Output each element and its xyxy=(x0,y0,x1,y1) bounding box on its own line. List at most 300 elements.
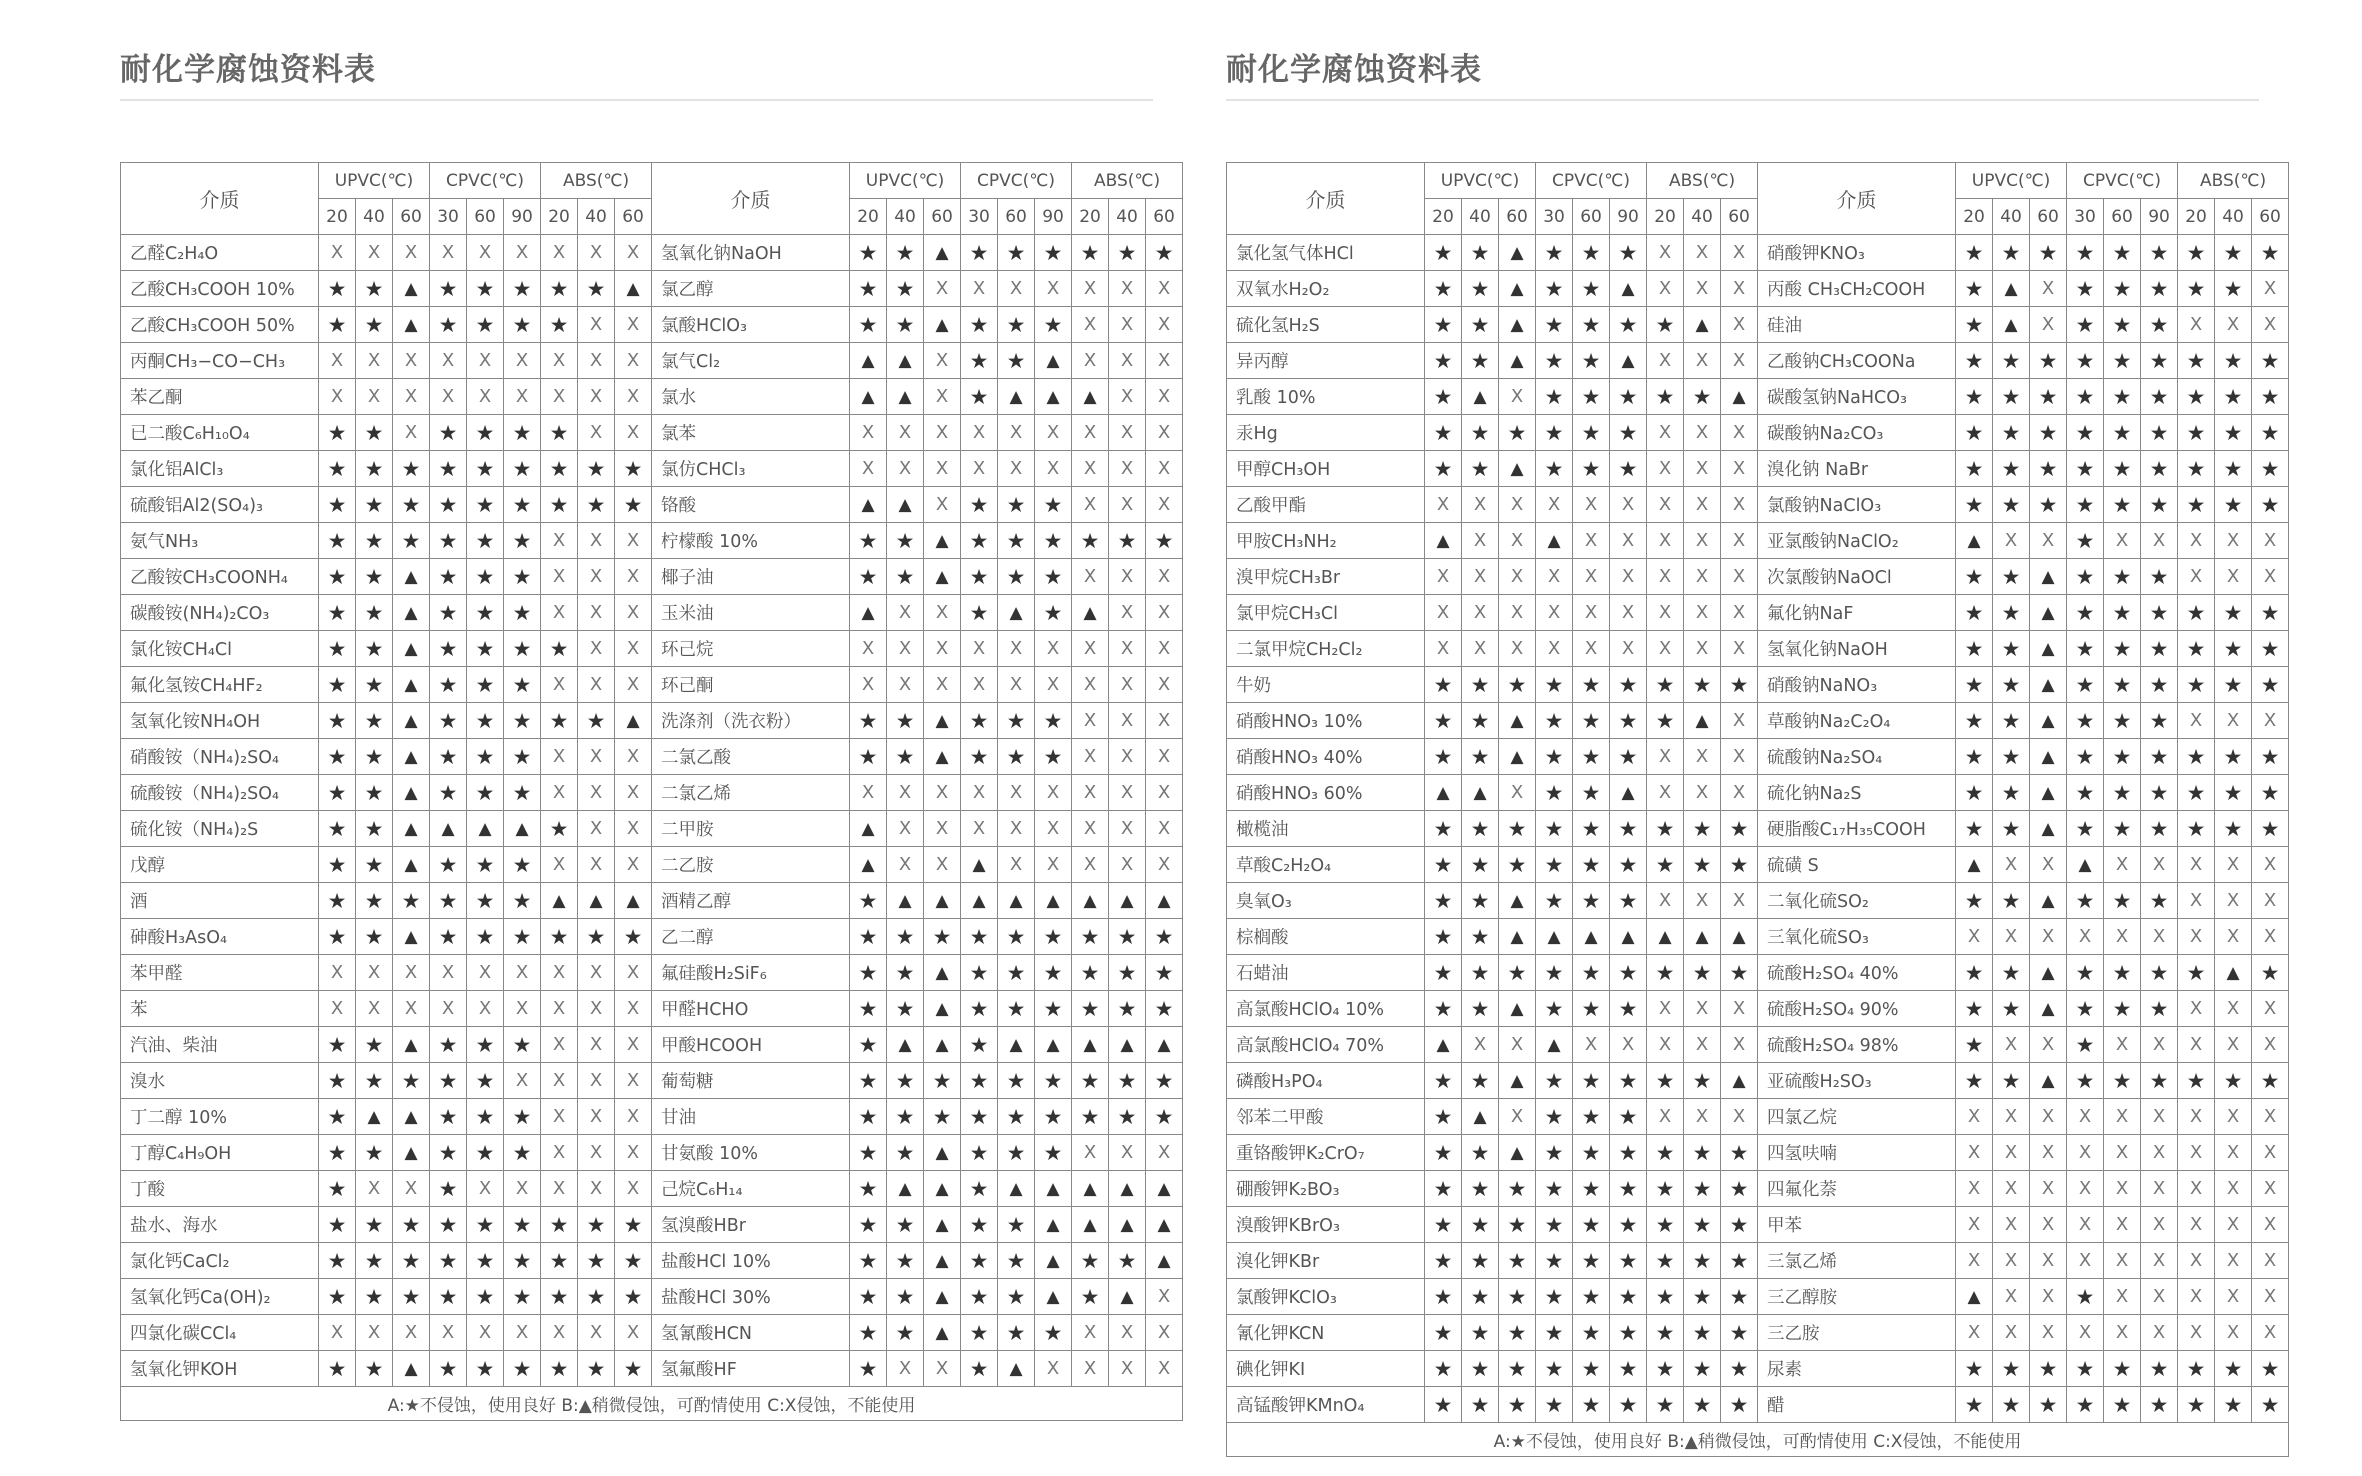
medium-name: 氢氰酸HCN xyxy=(652,1315,850,1351)
medium-name: 戊醇 xyxy=(121,847,319,883)
rating-not-resistant: X xyxy=(2215,703,2252,739)
rating-resistant: ★ xyxy=(2067,1279,2104,1315)
rating-not-resistant: X xyxy=(2141,523,2178,559)
rating-resistant: ★ xyxy=(356,811,393,847)
rating-not-resistant: X xyxy=(1109,631,1146,667)
rating-resistant: ★ xyxy=(467,775,504,811)
medium-name: 乙酸钠CH₃COONa xyxy=(1758,343,1956,379)
rating-not-resistant: X xyxy=(1072,487,1109,523)
rating-resistant: ★ xyxy=(1072,919,1109,955)
rating-not-resistant: X xyxy=(615,1027,652,1063)
rating-resistant: ★ xyxy=(467,487,504,523)
rating-resistant: ★ xyxy=(504,451,541,487)
rating-resistant: ★ xyxy=(430,1171,467,1207)
rating-not-resistant: X xyxy=(1072,631,1109,667)
rating-not-resistant: X xyxy=(1146,343,1183,379)
rating-resistant: ★ xyxy=(1573,1207,1610,1243)
rating-not-resistant: X xyxy=(1425,487,1462,523)
rating-resistant: ★ xyxy=(504,1351,541,1387)
rating-resistant: ★ xyxy=(1573,1351,1610,1387)
medium-name: 环己烷 xyxy=(652,631,850,667)
rating-not-resistant: X xyxy=(2178,1027,2215,1063)
rating-resistant: ★ xyxy=(1610,1207,1647,1243)
medium-name: 碘化钾KI xyxy=(1227,1351,1425,1387)
rating-not-resistant: X xyxy=(2141,1135,2178,1171)
rating-resistant: ★ xyxy=(1462,307,1499,343)
rating-resistant: ★ xyxy=(2252,415,2289,451)
rating-resistant: ★ xyxy=(356,271,393,307)
rating-resistant: ★ xyxy=(1993,343,2030,379)
medium-name: 环己酮 xyxy=(652,667,850,703)
rating-not-resistant: X xyxy=(541,991,578,1027)
rating-slight: ▲ xyxy=(1035,343,1072,379)
rating-not-resistant: X xyxy=(2067,1315,2104,1351)
rating-resistant: ★ xyxy=(961,307,998,343)
rating-not-resistant: X xyxy=(2141,1027,2178,1063)
rating-resistant: ★ xyxy=(1647,1351,1684,1387)
rating-resistant: ★ xyxy=(430,847,467,883)
rating-not-resistant: X xyxy=(578,631,615,667)
rating-resistant: ★ xyxy=(1647,811,1684,847)
rating-not-resistant: X xyxy=(998,271,1035,307)
rating-resistant: ★ xyxy=(1536,775,1573,811)
medium-name: 氢氧化钾KOH xyxy=(121,1351,319,1387)
rating-not-resistant: X xyxy=(1499,595,1536,631)
rating-resistant: ★ xyxy=(541,811,578,847)
rating-resistant: ★ xyxy=(1536,991,1573,1027)
rating-resistant: ★ xyxy=(319,307,356,343)
header-temperature: 30 xyxy=(961,199,998,235)
rating-not-resistant: X xyxy=(924,775,961,811)
rating-not-resistant: X xyxy=(1956,1171,1993,1207)
rating-not-resistant: X xyxy=(504,343,541,379)
rating-slight: ▲ xyxy=(1146,1171,1183,1207)
medium-name: 甲醛HCHO xyxy=(652,991,850,1027)
rating-resistant: ★ xyxy=(1425,271,1462,307)
rating-slight: ▲ xyxy=(541,883,578,919)
table-row xyxy=(121,811,1183,847)
medium-name: 丙酮CH₃−CO−CH₃ xyxy=(121,343,319,379)
rating-not-resistant: X xyxy=(615,1063,652,1099)
rating-resistant: ★ xyxy=(998,739,1035,775)
rating-resistant: ★ xyxy=(467,271,504,307)
medium-name: 椰子油 xyxy=(652,559,850,595)
rating-resistant: ★ xyxy=(467,451,504,487)
header-group: ABS(℃) xyxy=(1072,163,1183,199)
rating-not-resistant: X xyxy=(2104,919,2141,955)
rating-resistant: ★ xyxy=(2178,343,2215,379)
rating-resistant: ★ xyxy=(1993,703,2030,739)
rating-not-resistant: X xyxy=(1647,487,1684,523)
rating-resistant: ★ xyxy=(1499,847,1536,883)
rating-resistant: ★ xyxy=(1573,1387,1610,1423)
rating-resistant: ★ xyxy=(1462,1351,1499,1387)
rating-slight: ▲ xyxy=(998,883,1035,919)
rating-resistant: ★ xyxy=(1721,847,1758,883)
rating-resistant: ★ xyxy=(1462,1387,1499,1423)
rating-resistant: ★ xyxy=(541,1207,578,1243)
rating-slight: ▲ xyxy=(467,811,504,847)
table-row xyxy=(1227,739,2289,775)
rating-slight: ▲ xyxy=(393,775,430,811)
rating-resistant: ★ xyxy=(1109,955,1146,991)
medium-name: 氰化钾KCN xyxy=(1227,1315,1425,1351)
rating-resistant: ★ xyxy=(1721,955,1758,991)
rating-not-resistant: X xyxy=(1684,775,1721,811)
rating-resistant: ★ xyxy=(1721,1387,1758,1423)
rating-resistant: ★ xyxy=(2104,271,2141,307)
rating-resistant: ★ xyxy=(1462,1279,1499,1315)
rating-not-resistant: X xyxy=(1573,1027,1610,1063)
rating-resistant: ★ xyxy=(319,667,356,703)
rating-resistant: ★ xyxy=(2252,1063,2289,1099)
rating-resistant: ★ xyxy=(2178,379,2215,415)
rating-not-resistant: X xyxy=(2141,1279,2178,1315)
medium-name: 双氧水H₂O₂ xyxy=(1227,271,1425,307)
rating-resistant: ★ xyxy=(2141,451,2178,487)
rating-not-resistant: X xyxy=(541,595,578,631)
rating-slight: ▲ xyxy=(887,1171,924,1207)
rating-resistant: ★ xyxy=(1721,1351,1758,1387)
rating-not-resistant: X xyxy=(1610,1027,1647,1063)
rating-not-resistant: X xyxy=(2030,307,2067,343)
rating-resistant: ★ xyxy=(504,739,541,775)
rating-resistant: ★ xyxy=(541,1243,578,1279)
header-temperature: 60 xyxy=(1499,199,1536,235)
rating-resistant: ★ xyxy=(1425,847,1462,883)
rating-resistant: ★ xyxy=(1684,1135,1721,1171)
medium-name: 汞Hg xyxy=(1227,415,1425,451)
table-row xyxy=(121,451,1183,487)
rating-resistant: ★ xyxy=(1499,1207,1536,1243)
rating-not-resistant: X xyxy=(1146,559,1183,595)
rating-resistant: ★ xyxy=(998,1207,1035,1243)
rating-not-resistant: X xyxy=(1462,487,1499,523)
header-temperature: 40 xyxy=(2215,199,2252,235)
rating-resistant: ★ xyxy=(2215,415,2252,451)
rating-resistant: ★ xyxy=(1956,487,1993,523)
rating-not-resistant: X xyxy=(2215,1099,2252,1135)
rating-not-resistant: X xyxy=(961,667,998,703)
rating-slight: ▲ xyxy=(924,883,961,919)
rating-resistant: ★ xyxy=(1993,595,2030,631)
rating-resistant: ★ xyxy=(319,487,356,523)
medium-name: 牛奶 xyxy=(1227,667,1425,703)
title-divider xyxy=(1226,99,2259,101)
rating-resistant: ★ xyxy=(2067,271,2104,307)
rating-not-resistant: X xyxy=(887,775,924,811)
rating-not-resistant: X xyxy=(924,487,961,523)
header-temperature: 40 xyxy=(356,199,393,235)
rating-not-resistant: X xyxy=(1499,523,1536,559)
rating-resistant: ★ xyxy=(1536,1387,1573,1423)
rating-resistant: ★ xyxy=(467,1099,504,1135)
rating-resistant: ★ xyxy=(961,559,998,595)
rating-slight: ▲ xyxy=(578,883,615,919)
rating-not-resistant: X xyxy=(1109,271,1146,307)
rating-resistant: ★ xyxy=(887,1279,924,1315)
rating-resistant: ★ xyxy=(1647,1063,1684,1099)
rating-resistant: ★ xyxy=(504,523,541,559)
rating-resistant: ★ xyxy=(2252,667,2289,703)
rating-resistant: ★ xyxy=(2104,1351,2141,1387)
rating-not-resistant: X xyxy=(2252,271,2289,307)
rating-resistant: ★ xyxy=(961,379,998,415)
rating-slight: ▲ xyxy=(850,487,887,523)
rating-not-resistant: X xyxy=(1035,451,1072,487)
rating-resistant: ★ xyxy=(319,1243,356,1279)
rating-resistant: ★ xyxy=(850,919,887,955)
rating-slight: ▲ xyxy=(1647,919,1684,955)
rating-resistant: ★ xyxy=(1573,775,1610,811)
rating-not-resistant: X xyxy=(430,955,467,991)
rating-not-resistant: X xyxy=(393,955,430,991)
rating-not-resistant: X xyxy=(1993,1135,2030,1171)
rating-not-resistant: X xyxy=(1573,595,1610,631)
rating-resistant: ★ xyxy=(1993,811,2030,847)
rating-not-resistant: X xyxy=(578,775,615,811)
rating-resistant: ★ xyxy=(850,1315,887,1351)
table-row xyxy=(121,1099,1183,1135)
rating-resistant: ★ xyxy=(2141,1063,2178,1099)
rating-resistant: ★ xyxy=(998,1135,1035,1171)
rating-not-resistant: X xyxy=(1610,559,1647,595)
rating-slight: ▲ xyxy=(887,883,924,919)
header-temperature: 30 xyxy=(2067,199,2104,235)
rating-resistant: ★ xyxy=(615,919,652,955)
rating-not-resistant: X xyxy=(1721,487,1758,523)
rating-slight: ▲ xyxy=(924,307,961,343)
header-temperature: 90 xyxy=(1035,199,1072,235)
rating-not-resistant: X xyxy=(2104,1315,2141,1351)
rating-resistant: ★ xyxy=(356,739,393,775)
rating-resistant: ★ xyxy=(998,523,1035,559)
rating-resistant: ★ xyxy=(504,1135,541,1171)
rating-slight: ▲ xyxy=(1425,775,1462,811)
table-row xyxy=(121,847,1183,883)
medium-name: 硼酸钾K₂BO₃ xyxy=(1227,1171,1425,1207)
rating-not-resistant: X xyxy=(578,955,615,991)
table-row xyxy=(121,775,1183,811)
rating-slight: ▲ xyxy=(2030,883,2067,919)
rating-not-resistant: X xyxy=(356,1171,393,1207)
rating-not-resistant: X xyxy=(2178,883,2215,919)
rating-resistant: ★ xyxy=(1035,559,1072,595)
rating-not-resistant: X xyxy=(1647,343,1684,379)
rating-not-resistant: X xyxy=(356,379,393,415)
rating-not-resistant: X xyxy=(1072,811,1109,847)
medium-name: 硫酸H₂SO₄ 98% xyxy=(1758,1027,1956,1063)
rating-resistant: ★ xyxy=(1109,235,1146,271)
rating-not-resistant: X xyxy=(578,235,615,271)
rating-resistant: ★ xyxy=(467,1063,504,1099)
rating-resistant: ★ xyxy=(1425,991,1462,1027)
rating-resistant: ★ xyxy=(319,739,356,775)
rating-not-resistant: X xyxy=(924,595,961,631)
rating-resistant: ★ xyxy=(2141,883,2178,919)
rating-resistant: ★ xyxy=(1109,523,1146,559)
rating-not-resistant: X xyxy=(2252,1279,2289,1315)
rating-slight: ▲ xyxy=(1035,1171,1072,1207)
rating-resistant: ★ xyxy=(1109,991,1146,1027)
rating-resistant: ★ xyxy=(1425,1279,1462,1315)
rating-resistant: ★ xyxy=(1462,739,1499,775)
rating-not-resistant: X xyxy=(541,343,578,379)
table-row xyxy=(1227,631,2289,667)
rating-resistant: ★ xyxy=(1146,1099,1183,1135)
rating-not-resistant: X xyxy=(1035,847,1072,883)
rating-not-resistant: X xyxy=(1647,1099,1684,1135)
rating-not-resistant: X xyxy=(1684,559,1721,595)
rating-resistant: ★ xyxy=(1536,235,1573,271)
rating-not-resistant: X xyxy=(2178,1279,2215,1315)
rating-resistant: ★ xyxy=(430,1243,467,1279)
rating-resistant: ★ xyxy=(467,1279,504,1315)
rating-resistant: ★ xyxy=(1647,667,1684,703)
rating-slight: ▲ xyxy=(850,343,887,379)
rating-resistant: ★ xyxy=(1684,955,1721,991)
rating-resistant: ★ xyxy=(1956,703,1993,739)
rating-resistant: ★ xyxy=(504,1279,541,1315)
rating-slight: ▲ xyxy=(1146,1207,1183,1243)
medium-name: 硝酸HNO₃ 10% xyxy=(1227,703,1425,739)
rating-resistant: ★ xyxy=(2178,739,2215,775)
rating-slight: ▲ xyxy=(1146,883,1183,919)
rating-not-resistant: X xyxy=(1072,271,1109,307)
table-row xyxy=(121,1063,1183,1099)
rating-not-resistant: X xyxy=(924,847,961,883)
table-row xyxy=(121,1135,1183,1171)
rating-resistant: ★ xyxy=(467,559,504,595)
medium-name: 苯 xyxy=(121,991,319,1027)
rating-not-resistant: X xyxy=(2104,1135,2141,1171)
rating-resistant: ★ xyxy=(467,595,504,631)
rating-slight: ▲ xyxy=(924,955,961,991)
rating-resistant: ★ xyxy=(393,1243,430,1279)
rating-not-resistant: X xyxy=(2141,1099,2178,1135)
rating-not-resistant: X xyxy=(1109,739,1146,775)
rating-resistant: ★ xyxy=(961,595,998,631)
medium-name: 氯乙醇 xyxy=(652,271,850,307)
rating-not-resistant: X xyxy=(1721,271,1758,307)
rating-resistant: ★ xyxy=(1146,991,1183,1027)
rating-slight: ▲ xyxy=(393,631,430,667)
rating-not-resistant: X xyxy=(1462,595,1499,631)
rating-resistant: ★ xyxy=(1610,991,1647,1027)
medium-name: 硫化钠Na₂S xyxy=(1758,775,1956,811)
rating-slight: ▲ xyxy=(1536,919,1573,955)
medium-name: 已二酸C₆H₁₀O₄ xyxy=(121,415,319,451)
rating-resistant: ★ xyxy=(1956,595,1993,631)
rating-not-resistant: X xyxy=(1647,775,1684,811)
medium-name: 四氢呋喃 xyxy=(1758,1135,1956,1171)
rating-resistant: ★ xyxy=(1956,379,1993,415)
rating-not-resistant: X xyxy=(2215,847,2252,883)
rating-not-resistant: X xyxy=(541,1027,578,1063)
rating-resistant: ★ xyxy=(319,631,356,667)
rating-resistant: ★ xyxy=(2178,595,2215,631)
medium-name: 溴化钾KBr xyxy=(1227,1243,1425,1279)
medium-name: 硅油 xyxy=(1758,307,1956,343)
rating-resistant: ★ xyxy=(1721,1315,1758,1351)
rating-slight: ▲ xyxy=(924,1243,961,1279)
medium-name: 臭氧O₃ xyxy=(1227,883,1425,919)
table-row xyxy=(1227,451,2289,487)
rating-resistant: ★ xyxy=(578,487,615,523)
rating-resistant: ★ xyxy=(2252,451,2289,487)
rating-resistant: ★ xyxy=(2030,235,2067,271)
table-row xyxy=(121,559,1183,595)
rating-not-resistant: X xyxy=(1993,1027,2030,1063)
rating-resistant: ★ xyxy=(1462,451,1499,487)
rating-resistant: ★ xyxy=(1035,523,1072,559)
rating-resistant: ★ xyxy=(467,919,504,955)
rating-slight: ▲ xyxy=(1499,307,1536,343)
rating-resistant: ★ xyxy=(356,1351,393,1387)
rating-resistant: ★ xyxy=(1647,1207,1684,1243)
medium-name: 橄榄油 xyxy=(1227,811,1425,847)
rating-not-resistant: X xyxy=(356,1315,393,1351)
rating-resistant: ★ xyxy=(1536,1279,1573,1315)
medium-name: 汽油、柴油 xyxy=(121,1027,319,1063)
medium-name: 氢氟酸HF xyxy=(652,1351,850,1387)
rating-not-resistant: X xyxy=(1072,415,1109,451)
rating-slight: ▲ xyxy=(1499,739,1536,775)
rating-not-resistant: X xyxy=(1146,847,1183,883)
rating-not-resistant: X xyxy=(2178,1207,2215,1243)
rating-not-resistant: X xyxy=(1146,307,1183,343)
table-row xyxy=(121,235,1183,271)
rating-resistant: ★ xyxy=(319,1027,356,1063)
table-row xyxy=(1227,487,2289,523)
rating-slight: ▲ xyxy=(924,523,961,559)
rating-not-resistant: X xyxy=(887,667,924,703)
rating-slight: ▲ xyxy=(1956,847,1993,883)
rating-resistant: ★ xyxy=(2141,1351,2178,1387)
rating-resistant: ★ xyxy=(1146,235,1183,271)
rating-not-resistant: X xyxy=(1684,235,1721,271)
rating-slight: ▲ xyxy=(1610,775,1647,811)
rating-not-resistant: X xyxy=(1072,775,1109,811)
rating-slight: ▲ xyxy=(1721,919,1758,955)
rating-resistant: ★ xyxy=(2067,631,2104,667)
chemical-resistance-table xyxy=(1226,162,2289,1457)
rating-not-resistant: X xyxy=(2104,1099,2141,1135)
rating-slight: ▲ xyxy=(1072,379,1109,415)
rating-resistant: ★ xyxy=(578,703,615,739)
rating-resistant: ★ xyxy=(578,451,615,487)
rating-resistant: ★ xyxy=(1072,235,1109,271)
rating-slight: ▲ xyxy=(1684,307,1721,343)
rating-not-resistant: X xyxy=(1109,847,1146,883)
rating-slight: ▲ xyxy=(1499,991,1536,1027)
rating-not-resistant: X xyxy=(615,523,652,559)
rating-resistant: ★ xyxy=(319,703,356,739)
rating-resistant: ★ xyxy=(430,559,467,595)
rating-not-resistant: X xyxy=(2252,559,2289,595)
rating-resistant: ★ xyxy=(961,1243,998,1279)
rating-resistant: ★ xyxy=(850,1243,887,1279)
table-row xyxy=(121,1351,1183,1387)
rating-slight: ▲ xyxy=(2030,739,2067,775)
rating-resistant: ★ xyxy=(1146,955,1183,991)
header-medium: 介质 xyxy=(1227,163,1425,235)
rating-resistant: ★ xyxy=(319,1351,356,1387)
rating-not-resistant: X xyxy=(615,1171,652,1207)
rating-resistant: ★ xyxy=(1610,1351,1647,1387)
rating-not-resistant: X xyxy=(578,811,615,847)
rating-not-resistant: X xyxy=(1721,703,1758,739)
